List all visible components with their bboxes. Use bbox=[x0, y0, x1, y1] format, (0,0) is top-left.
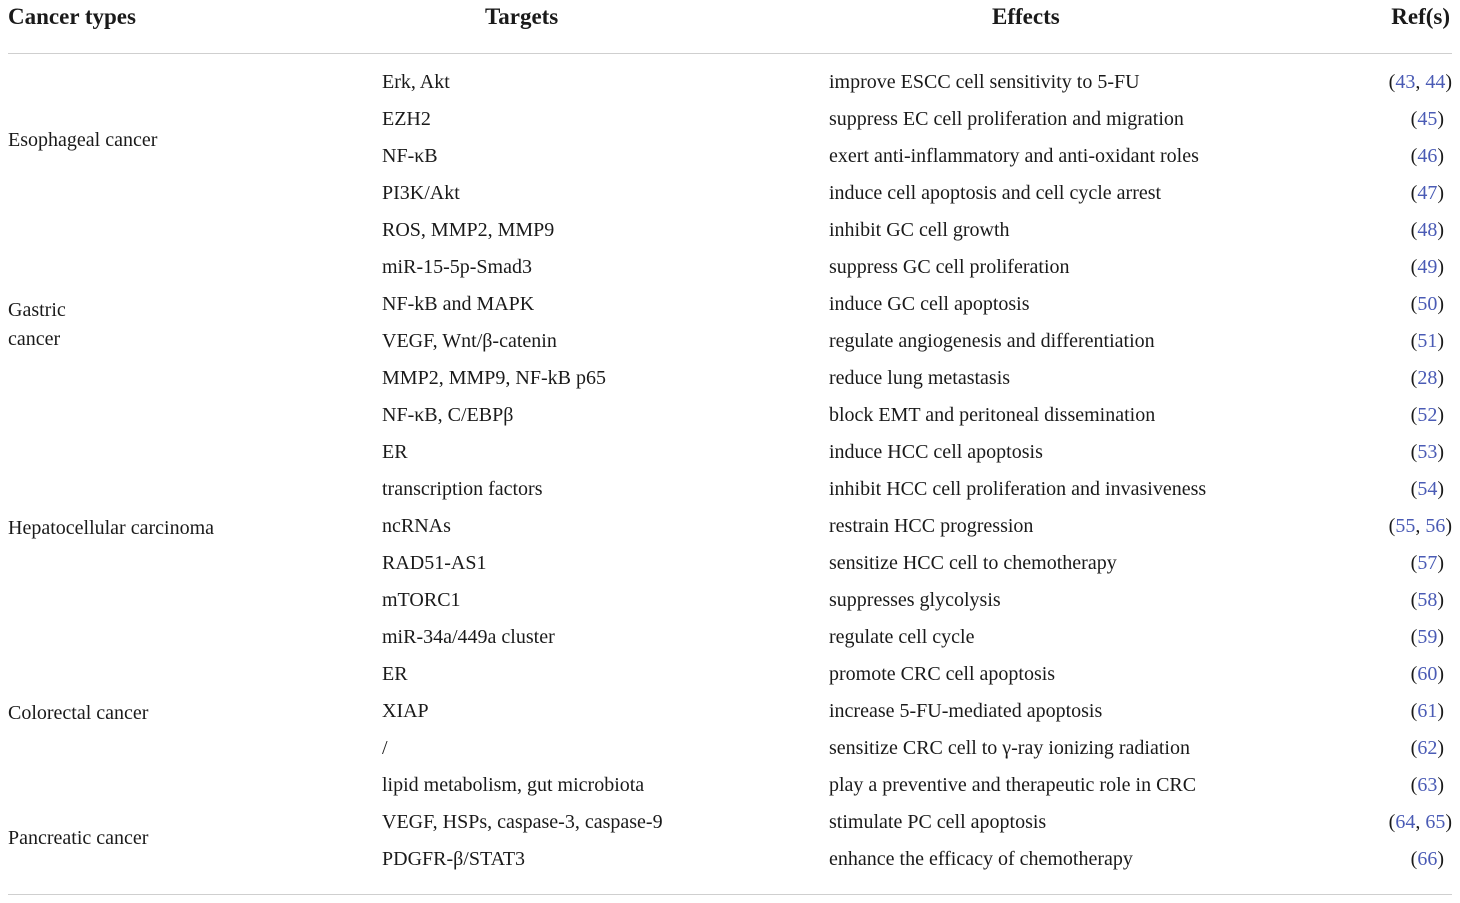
table-row bbox=[0, 737, 1460, 774]
effect-cell: suppresses glycolysis bbox=[829, 589, 1001, 611]
ref-link[interactable]: 52 bbox=[1417, 404, 1438, 426]
effect-cell: suppress EC cell proliferation and migration bbox=[829, 108, 1184, 130]
effect-cell: sensitize CRC cell to γ-ray ionizing radiation bbox=[829, 737, 1190, 759]
effect-cell: inhibit GC cell growth bbox=[829, 219, 1010, 241]
table-row bbox=[0, 145, 1460, 182]
effect-cell: play a preventive and therapeutic role in CRC bbox=[829, 774, 1197, 796]
table-row bbox=[0, 219, 1460, 256]
effect-cell: increase 5-FU-mediated apoptosis bbox=[829, 700, 1103, 722]
table-row bbox=[0, 330, 1460, 367]
table-row bbox=[0, 552, 1460, 589]
ref-link[interactable]: 45 bbox=[1417, 108, 1438, 130]
ref-link[interactable]: 50 bbox=[1417, 293, 1438, 315]
target-cell: PI3K/Akt bbox=[382, 182, 460, 204]
table-row bbox=[0, 441, 1460, 478]
table-row bbox=[0, 811, 1460, 848]
table-row bbox=[0, 182, 1460, 219]
effect-cell: induce GC cell apoptosis bbox=[829, 293, 1030, 315]
target-cell: ER bbox=[382, 663, 408, 685]
ref-link[interactable]: 56 bbox=[1425, 515, 1446, 537]
target-cell: miR-15-5p-Smad3 bbox=[382, 256, 532, 278]
ref-link[interactable]: 48 bbox=[1417, 219, 1438, 241]
ref-cell: (59) bbox=[1410, 626, 1444, 648]
target-cell: ER bbox=[382, 441, 408, 463]
table-row bbox=[0, 367, 1460, 404]
target-cell: VEGF, HSPs, caspase-3, caspase-9 bbox=[382, 811, 663, 833]
ref-link[interactable]: 59 bbox=[1417, 626, 1438, 648]
ref-link[interactable]: 49 bbox=[1417, 256, 1438, 278]
ref-link[interactable]: 53 bbox=[1417, 441, 1438, 463]
target-cell: RAD51-AS1 bbox=[382, 552, 487, 574]
ref-cell: (46) bbox=[1410, 145, 1444, 167]
ref-link[interactable]: 62 bbox=[1417, 737, 1438, 759]
effect-cell: regulate angiogenesis and differentiation bbox=[829, 330, 1155, 352]
target-cell: EZH2 bbox=[382, 108, 431, 130]
ref-link[interactable]: 60 bbox=[1417, 663, 1438, 685]
ref-cell: (64, 65) bbox=[1388, 811, 1452, 833]
effect-cell: promote CRC cell apoptosis bbox=[829, 663, 1056, 685]
table-row bbox=[0, 663, 1460, 700]
target-cell: NF-κB, C/EBPβ bbox=[382, 404, 514, 426]
category-gastric-line2: cancer bbox=[8, 328, 61, 350]
table-row bbox=[0, 774, 1460, 811]
table-row bbox=[0, 108, 1460, 145]
ref-link[interactable]: 51 bbox=[1417, 330, 1438, 352]
ref-cell: (60) bbox=[1410, 663, 1444, 685]
effect-cell: induce cell apoptosis and cell cycle arrest bbox=[829, 182, 1162, 204]
effect-cell: suppress GC cell proliferation bbox=[829, 256, 1070, 278]
target-cell: ROS, MMP2, MMP9 bbox=[382, 219, 555, 241]
target-cell: Erk, Akt bbox=[382, 71, 450, 93]
table-row bbox=[0, 404, 1460, 441]
effect-cell: inhibit HCC cell proliferation and invasiveness bbox=[829, 478, 1207, 500]
ref-link[interactable]: 61 bbox=[1417, 700, 1438, 722]
ref-link[interactable]: 57 bbox=[1417, 552, 1438, 574]
header-effects: Effects bbox=[992, 4, 1060, 29]
ref-link[interactable]: 43 bbox=[1395, 71, 1416, 93]
target-cell: PDGFR-β/STAT3 bbox=[382, 848, 526, 870]
ref-cell: (43, 44) bbox=[1388, 71, 1452, 93]
target-cell: NF-κB bbox=[382, 145, 438, 167]
ref-link[interactable]: 44 bbox=[1425, 71, 1446, 93]
ref-cell: (54) bbox=[1410, 478, 1444, 500]
ref-cell: (58) bbox=[1410, 589, 1444, 611]
ref-cell: (51) bbox=[1410, 330, 1444, 352]
table-row bbox=[0, 700, 1460, 737]
ref-link[interactable]: 63 bbox=[1417, 774, 1438, 796]
effect-cell: sensitize HCC cell to chemotherapy bbox=[829, 552, 1117, 574]
target-cell: miR-34a/449a cluster bbox=[382, 626, 555, 648]
ref-link[interactable]: 64 bbox=[1395, 811, 1416, 833]
ref-cell: (48) bbox=[1410, 219, 1444, 241]
ref-link[interactable]: 58 bbox=[1417, 589, 1438, 611]
table-row bbox=[0, 256, 1460, 293]
target-cell: ncRNAs bbox=[382, 515, 451, 537]
ref-cell: (63) bbox=[1410, 774, 1444, 796]
ref-cell: (62) bbox=[1410, 737, 1444, 759]
footer-rule bbox=[8, 894, 1452, 895]
ref-link[interactable]: 28 bbox=[1417, 367, 1438, 389]
target-cell: VEGF, Wnt/β-catenin bbox=[382, 330, 557, 352]
ref-link[interactable]: 47 bbox=[1417, 182, 1438, 204]
target-cell: XIAP bbox=[382, 700, 429, 722]
effect-cell: restrain HCC progression bbox=[829, 515, 1034, 537]
target-cell: lipid metabolism, gut microbiota bbox=[382, 774, 645, 796]
effect-cell: exert anti-inflammatory and anti-oxidant roles bbox=[829, 145, 1199, 167]
table-row bbox=[0, 848, 1460, 885]
ref-cell: (52) bbox=[1410, 404, 1444, 426]
effect-cell: regulate cell cycle bbox=[829, 626, 975, 648]
ref-link[interactable]: 65 bbox=[1425, 811, 1446, 833]
ref-cell: (50) bbox=[1410, 293, 1444, 315]
ref-cell: (57) bbox=[1410, 552, 1444, 574]
target-cell: NF-kB and MAPK bbox=[382, 293, 535, 315]
effect-cell: reduce lung metastasis bbox=[829, 367, 1011, 389]
table-row bbox=[0, 293, 1460, 330]
ref-cell: (45) bbox=[1410, 108, 1444, 130]
category-pancreatic: Pancreatic cancer bbox=[8, 827, 149, 849]
table-row bbox=[0, 478, 1460, 515]
header-cancer-types: Cancer types bbox=[8, 4, 136, 29]
effect-cell: improve ESCC cell sensitivity to 5-FU bbox=[829, 71, 1140, 93]
header-rule bbox=[8, 53, 1452, 54]
header-targets: Targets bbox=[485, 4, 559, 29]
header-refs: Ref(s) bbox=[1391, 4, 1450, 29]
category-hepatocellular: Hepatocellular carcinoma bbox=[8, 517, 214, 539]
ref-cell: (47) bbox=[1410, 182, 1444, 204]
ref-cell: (61) bbox=[1410, 700, 1444, 722]
category-gastric-line1: Gastric bbox=[8, 299, 66, 321]
effect-cell: stimulate PC cell apoptosis bbox=[829, 811, 1047, 833]
ref-link[interactable]: 66 bbox=[1417, 848, 1438, 870]
effect-cell: block EMT and peritoneal dissemination bbox=[829, 404, 1156, 426]
ref-link[interactable]: 46 bbox=[1417, 145, 1438, 167]
effect-cell: enhance the efficacy of chemotherapy bbox=[829, 848, 1133, 870]
category-colorectal: Colorectal cancer bbox=[8, 702, 149, 724]
effect-cell: induce HCC cell apoptosis bbox=[829, 441, 1043, 463]
ref-link[interactable]: 54 bbox=[1417, 478, 1438, 500]
table-row bbox=[0, 626, 1460, 663]
table-row bbox=[0, 589, 1460, 626]
category-esophageal: Esophageal cancer bbox=[8, 129, 158, 151]
target-cell: transcription factors bbox=[382, 478, 543, 500]
ref-cell: (28) bbox=[1410, 367, 1444, 389]
target-cell: mTORC1 bbox=[382, 589, 461, 611]
table-row bbox=[0, 71, 1460, 108]
ref-cell: (49) bbox=[1410, 256, 1444, 278]
ref-cell: (53) bbox=[1410, 441, 1444, 463]
target-cell: MMP2, MMP9, NF-kB p65 bbox=[382, 367, 606, 389]
ref-cell: (55, 56) bbox=[1388, 515, 1452, 537]
ref-link[interactable]: 55 bbox=[1395, 515, 1416, 537]
table-row bbox=[0, 515, 1460, 552]
ref-cell: (66) bbox=[1410, 848, 1444, 870]
target-cell: / bbox=[382, 737, 388, 759]
